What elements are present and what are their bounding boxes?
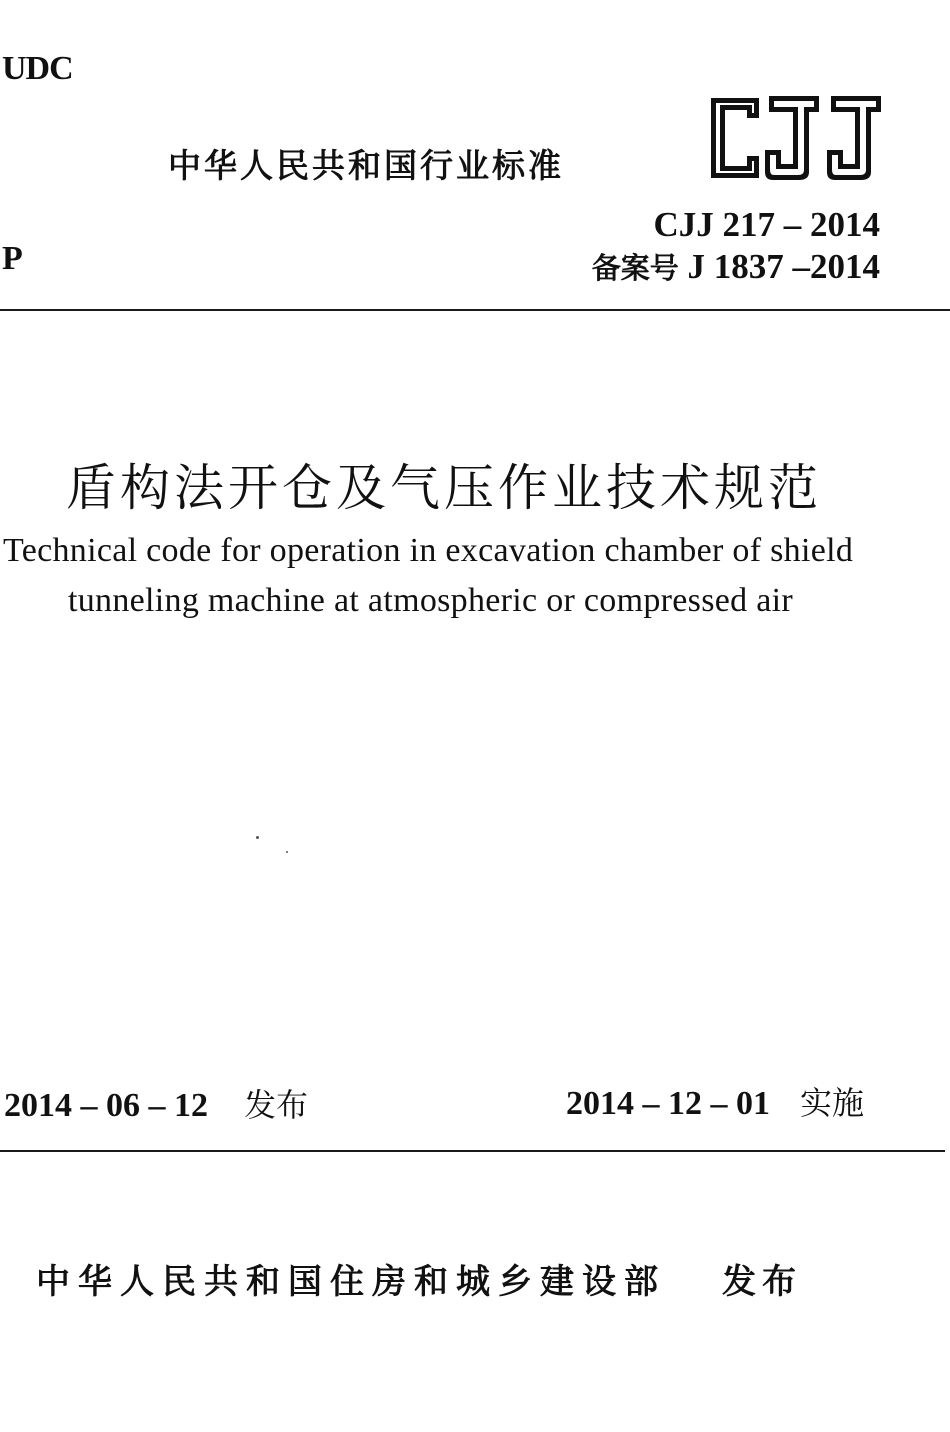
speck-mark xyxy=(256,836,259,839)
title-english-line2: tunneling machine at atmospheric or compressed air xyxy=(68,582,793,619)
publisher-action: 发布 xyxy=(722,1262,802,1302)
bottom-divider xyxy=(0,1150,945,1152)
implement-date-line xyxy=(566,1078,864,1124)
implement-date: 2014 – 12 – 01 xyxy=(566,1085,770,1122)
speck-mark xyxy=(286,851,288,853)
publisher-name: 中华人民共和国住房和城乡建设部 xyxy=(36,1262,666,1302)
category-label: P xyxy=(2,240,23,277)
title-english-line1: Technical code for operation in excavation chamber of shield xyxy=(3,532,854,569)
standard-type: 中华人民共和国行业标准 xyxy=(168,146,564,185)
implement-label: 实施 xyxy=(800,1084,865,1122)
udc-label: UDC xyxy=(2,50,73,87)
title-chinese: 盾构法开仓及气压作业技术规范 xyxy=(66,459,822,517)
issue-date-line xyxy=(4,1080,308,1126)
filing-label: 备案号 xyxy=(591,251,679,285)
cjj-logo xyxy=(703,92,885,184)
top-divider xyxy=(0,309,950,311)
publisher-line xyxy=(36,1254,802,1303)
standard-code: CJJ 217 – 2014 xyxy=(653,205,880,244)
issue-label: 发布 xyxy=(244,1086,309,1124)
filing-number: J 1837 –2014 xyxy=(687,247,880,286)
issue-date: 2014 – 06 – 12 xyxy=(4,1087,208,1124)
filing-number-line xyxy=(592,246,880,287)
